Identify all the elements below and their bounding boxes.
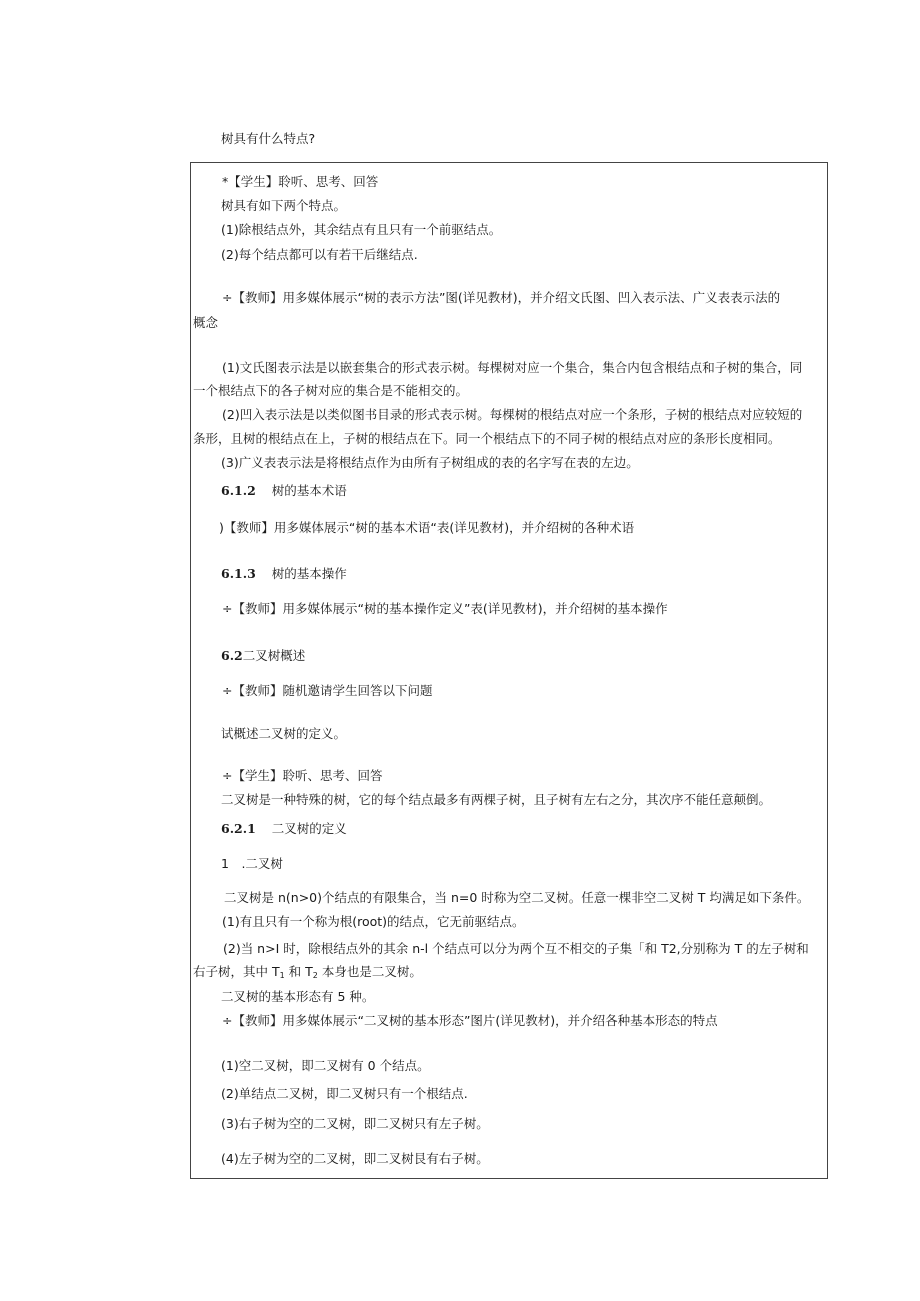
subsection-binary-tree: 1 .二叉树 [221, 856, 283, 871]
condition-2-cont [193, 964, 422, 984]
subscript: 2 [312, 971, 318, 980]
student-response: *【学生】聆听、思考、回答 [222, 174, 379, 189]
condition-1: (1)有且只有一个称为根(root)的结点，它无前驱结点。 [222, 914, 525, 929]
text-part: 和 T [284, 964, 313, 979]
section-number: 6.1.3 [221, 566, 256, 581]
section-6-2-heading [221, 648, 305, 664]
section-title: 树的基本术语 [271, 483, 347, 498]
condition-2-line: (2)当 n>I 时，除根结点外的其余 n-l 个结点可以分为两个互不相交的子集「和 T2,分别称为 T 的左子树和 [223, 941, 809, 956]
text-part: 本身也是二叉树。 [317, 964, 422, 979]
section-title: 二叉树概述 [242, 648, 306, 663]
tree-feature-2: (2)每个结点都可以有若干后继结点. [221, 247, 418, 262]
question-text: 试概述二叉树的定义。 [221, 726, 347, 741]
venn-method-cont: 一个根结点下的各子树对应的集合是不能相交的。 [193, 383, 469, 398]
indent-method-cont: 条形，且树的根结点在上，子树的根结点在下。同一个根结点下的不同子树的根结点对应的条形长度相同。 [193, 431, 781, 446]
teacher-forms-line: ÷【教师】用多媒体展示“二叉树的基本形态”图片(详见教材)，并介绍各种基本形态的特点 [222, 1013, 718, 1028]
tree-features-intro: 树具有如下两个特点。 [221, 198, 347, 213]
basic-forms-count: 二叉树的基本形态有 5 种。 [221, 989, 375, 1004]
form-4: (4)左子树为空的二叉树，即二叉树艮有右子树。 [221, 1151, 489, 1166]
form-1: (1)空二叉树，即二叉树有 0 个结点。 [221, 1058, 430, 1073]
teacher-terms-line: )【教师】用多媒体展示“树的基本术语“表(详见教材)，并介绍树的各种术语 [219, 520, 635, 535]
subscript: 1 [279, 971, 285, 980]
indent-method-line: (2)凹入表示法是以类似图书目录的形式表示树。每棵树的根结点对应一个条形，子树的根结点对应较短的 [222, 407, 803, 422]
form-3: (3)右子树为空的二叉树，即二叉树只有左子树。 [221, 1116, 489, 1131]
section-number: 6.1.2 [221, 483, 256, 498]
section-title: 二叉树的定义 [271, 821, 347, 836]
section-number: 6.2 [221, 648, 243, 663]
form-2: (2)单结点二叉树，即二叉树只有一个根结点. [221, 1086, 468, 1101]
student-response-2: ÷【学生】聆听、思考、回答 [222, 768, 383, 783]
binary-tree-definition-brief: 二叉树是一种特殊的树，它的每个结点最多有两棵子树，且子树有左右之分，其次序不能任意颠倒。 [221, 792, 772, 807]
venn-method-line: (1)文氏图表示法是以嵌套集合的形式表示树。每棵树对应一个集合，集合内包含根结点和子树的集合，同 [222, 360, 803, 375]
binary-tree-definition: 二叉树是 n(n>0)个结点的有限集合，当 n=0 时称为空二叉树。任意一棵非空二叉树 T 均满足如下条件。 [224, 890, 810, 905]
section-6-2-1-heading [221, 821, 347, 837]
tree-feature-1: (1)除根结点外，其余结点有且只有一个前驱结点。 [221, 222, 502, 237]
section-number: 6.2.1 [221, 821, 256, 836]
section-title: 树的基本操作 [271, 566, 347, 581]
teacher-question-line: ÷【教师】随机邀请学生回答以下问题 [222, 683, 433, 698]
intro-question: 树具有什么特点? [221, 131, 316, 146]
section-6-1-2-heading [221, 483, 347, 499]
teacher-representation-cont: 概念 [193, 315, 219, 330]
teacher-operations-line: ÷【教师】用多媒体展示“树的基本操作定义”表(详见教材)，并介绍树的基本操作 [222, 601, 668, 616]
teacher-representation-line: ÷【教师】用多媒体展示“树的表示方法”图(详见教材)，并介绍文氏图、凹入表示法、广义表表示法的 [222, 290, 781, 305]
section-6-1-3-heading [221, 566, 347, 582]
text-part: 右子树，其中 T [193, 964, 280, 979]
list-method-line: (3)广义表表示法是将根结点作为由所有子树组成的表的名字写在表的左边。 [221, 455, 639, 470]
